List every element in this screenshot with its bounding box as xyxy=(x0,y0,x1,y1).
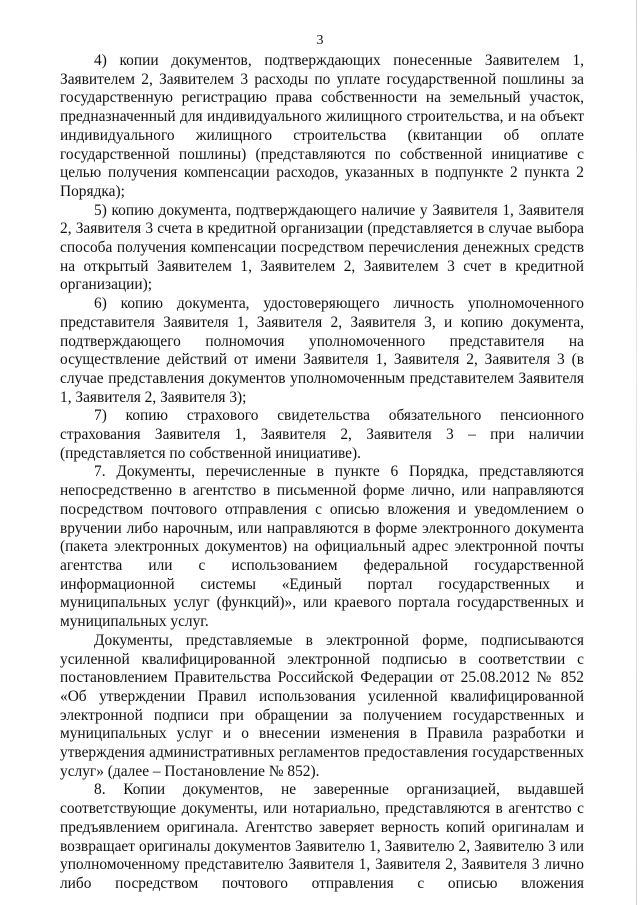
paragraph-item-5: 5) копию документа, подтверждающего наличие у Заявителя 1, Заявителя 2, Заявителя 3 счета в кредитной организации (представляется в случае выбора способа получения компенсации посредством перечисления денежных средств на открытый Заявителем 1, Заявителем 2, Заявителем 3 счет в кредитной организации); xyxy=(60,201,584,294)
paragraph-section-8: 8. Копии документов, не заверенные организацией, выдавшей соответствующие документы, или нотариально, представляются в агентство с предъявлением оригинала. Агентство заверяет верность копий оригиналам и возвращает оригиналы документов Заявителю 1, Заявителю 2, Заявителю 3 или уполномоченному представителю Заявителя 1, Заявителя 2, Заявителя 3 лично либо посредством почтового отправления с описью вложения xyxy=(60,781,584,892)
paragraph-electronic-documents: Документы, представляемые в электронной форме, подписываются усиленной квалифицированной электронной подписью в соответствии с постановлением Правительства Российской Федерации от 25.08.2012 № 852 «Об утверждении Правил использования усиленной квалифицированной электронной подписи при обращении за получением государственных и муниципальных услуг и о внесении изменения в Правила разработки и утверждения административных регламентов предоставления государственных услуг» (далее – Постановление № 852). xyxy=(60,631,584,780)
paragraph-item-4: 4) копии документов, подтверждающих понесенные Заявителем 1, Заявителем 2, Заявителем 3 расходы по уплате государственной пошлины за государственную регистрацию права собственности на земельный участок, предназначенный для индивидуального жилищного строительства, и на объект индивидуального жилищного строительства (квитанции об оплате государственной пошлины) (представляются по собственной инициативе с целью получения компенсации расходов, указанных в подпункте 2 пункта 2 Порядка); xyxy=(60,52,584,200)
paragraph-section-7: 7. Документы, перечисленные в пункте 6 Порядка, представляются непосредственно в агентство в письменной форме лично, или направляются посредством почтового отправления с описью вложения и уведомлением о вручении либо нарочным, или направляются в форме электронного документа (пакета электронных документов) на официальный адрес электронной почты агентства или с использованием федеральной государственной информационной системы «Единый портал государственных и муниципальных услуг (функций)», или краевого портала государственных и муниципальных услуг. xyxy=(60,463,584,631)
paragraph-item-6: 6) копию документа, удостоверяющего личность уполномоченного представителя Заявителя 1, Заявителя 2, Заявителя 3, и копию документа, подтверждающего полномочия уполномоченного представителя на осуществление действий от имени Заявителя 1, Заявителя 2, Заявителя 3 (в случае представления документов уполномоченным представителем Заявителя 1, Заявителя 2, Заявителя 3); xyxy=(60,295,584,406)
page-number: 3 xyxy=(316,33,324,48)
paragraph-item-7: 7) копию страхового свидетельства обязательного пенсионного страхования Заявителя 1, Заявителя 2, Заявителя 3 – при наличии (представляется по собственной инициативе). xyxy=(60,407,584,462)
document-body xyxy=(60,52,584,894)
scan-edge xyxy=(636,0,637,905)
